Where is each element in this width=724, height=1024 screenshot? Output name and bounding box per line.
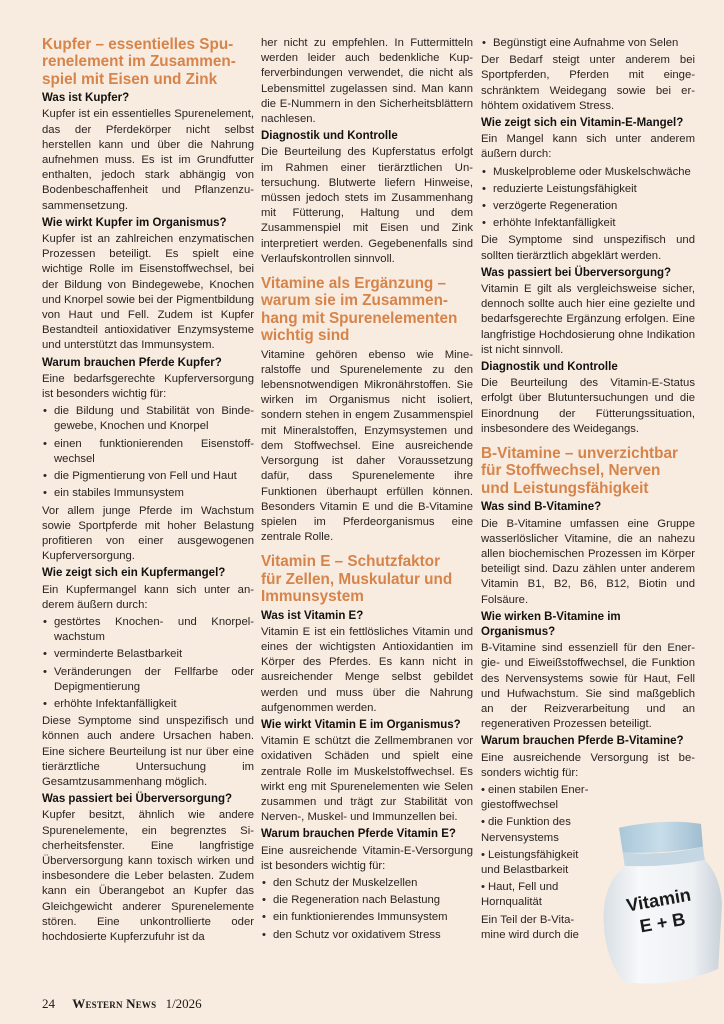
paragraph: her nicht zu empfehlen. In Futtermitteln werden leider auch bedenkliche Kupferverbindungen verwendet, die nicht als Lebensmittel zugelassen sind. Man kann die E-Nummern in den Sicherheitsblättern nachlesen. [261,37,473,126]
list-item [261,876,473,891]
paragraph: Kupfer ist ein essentielles Spurenelement, das der Pferdekörper nicht selbst herstellen kann und über die Nahrung aufnehmen muss. Es ist im Grundfutter enthalten, jedoch stark abhängig von Bodenbeschaffenheit und Pflanzenzusammensetzung. [42,108,254,212]
heading-line: spiel mit Eisen und Zink [42,70,218,88]
narrow-text-block [481,783,593,943]
heading-line: hang mit Spurenelementen [261,309,458,327]
bullet-icon: • [43,697,47,710]
list-item [42,404,254,434]
column-2 [261,36,473,945]
heading-line: renelement im Zusammen- [42,53,236,71]
list-item [481,165,695,180]
bullet-icon: • [43,615,47,628]
subheading: Wie wirkt Kupfer im Organismus? [42,216,227,229]
subheading: Wie zeigt sich ein Kupfermangel? [42,567,226,580]
list-item-text: einen funktionierenden Eisenstoffwechsel [54,437,254,465]
list-item [42,486,254,501]
bullet-icon: • [481,783,485,796]
list-item-text: die Pigmentierung von Fell und Haut [54,470,237,483]
list-item [481,815,593,845]
list-item [42,469,254,484]
bullet-list [481,165,695,232]
list-item [481,783,593,813]
list-item [261,893,473,908]
paragraph: Die Beurteilung des Kupferstatus erfolgt im Rahmen einer tierärztlichen Untersuchung. Blutwerte liefern Hinweise, müssen jedoch stets im Zusammenhang mit Fütterung, Haltung und dem Zusammenspiel mit Eisen und Zink interpretiert werden. Gegebenenfalls sind Verlaufskontrollen sinnvoll. [261,146,473,265]
bullet-icon: • [43,648,47,661]
subheading: Was ist Vitamin E? [261,609,364,622]
magazine-name: Western News [72,996,157,1011]
paragraph: Ein Kupfermangel kann sich unter anderem äußern durch: [42,583,254,611]
bullet-icon: • [262,911,266,924]
list-item [42,647,254,662]
page-footer [42,996,202,1012]
list-item [42,437,254,467]
list-item-text: Leistungsfähigkeit und Belastbarkeit [481,848,579,876]
paragraph: Vitamin E gilt als vergleichsweise sicher, dennoch sollte auch hier eine gezielte und bedarfsgerechte Ergänzung erfolgen. Eine langfristige Hochdosierung ohne Indikation ist nicht sinnvoll. [481,283,695,356]
list-item-text: Veränderungen der Fellfarbe oder Depigmentierung [54,665,254,693]
bullet-icon: • [481,816,485,829]
list-item-text: den Schutz der Muskelzellen [273,876,418,889]
subheading: Diagnostik und Kontrolle [481,361,618,374]
heading-vitamin-e [261,553,473,605]
list-item [42,615,254,645]
list-item-text: die Bildung und Stabilität von Bindegewebe, Knochen und Knorpel [54,405,254,433]
heading-b-vitamine [481,445,695,497]
paragraph: Die Symptome sind unspezifisch und sollten tierärztlich abgeklärt werden. [481,234,695,262]
subheading: Wie wirkt Vitamin E im Organismus? [261,718,461,731]
heading-line: Kupfer – essentielles Spu- [42,36,234,53]
list-item [481,216,695,231]
paragraph: Kupfer ist an zahlreichen enzymatischen Prozessen beteiligt. Es spielt eine wichtige Rolle im Eisenstoffwechsel, bei der Bildung von Bindegewebe, Knochen und Knorpel sowie bei der Pigmentbildung von Haut und Fell. Zudem ist Kupfer Bestandteil antioxidativer Enzymsysteme und unterstützt das Immunsystem. [42,233,254,352]
column-3 [481,36,695,945]
paragraph: Vitamin E ist ein fettlösliches Vitamin und eines der wichtigsten Antioxidantien im Körper des Pferdes. Es kann nicht in ausreichender Menge selbst gebildet werden und muss über die Nahrung aufgenommen werden. [261,625,473,714]
paragraph: Die Beurteilung des Vitamin-E-Status erfolgt über Blutuntersuchungen und die Einordnung der Fütterungssituation, insbesondere des Weidegangs. [481,377,695,435]
heading-line: warum sie im Zusammen- [261,292,449,310]
subheading: Was passiert bei Überversorgung? [481,266,672,279]
heading-line: für Zellen, Muskulatur und [261,570,453,588]
heading-line: für Stoffwechsel, Nerven [481,462,661,480]
column-1 [42,36,254,947]
paragraph: Der Bedarf steigt unter anderem bei Sportpferden, Pferden mit eingeschränktem Weidegang sowie bei erhöhtem oxidativem Stress. [481,54,695,112]
bullet-list [261,876,473,943]
subheading: Was ist Kupfer? [42,92,130,105]
bullet-icon: • [262,894,266,907]
list-item-text: erhöhte Infektanfälligkeit [54,697,177,710]
bullet-icon: • [262,928,266,941]
vitamin-bottle-image [598,818,722,995]
paragraph: Ein Teil der B-Vitamine wird durch die [481,913,579,941]
paragraph: Vitamin E schützt die Zellmembranen vor oxidativen Schäden und spielt eine zentrale Rolle im Muskelstoffwechsel. Es wirkt eng mit Spurenelementen wie Selen zusammen und trägt zur Stabilität von Nerven-, Muskel- und Immunzellen bei. [261,735,473,824]
paragraph: Diese Symptome sind unspezifisch und können auch andere Ursachen haben. Eine sichere Beurteilung ist nur über eine tierärztliche Untersuchung im Gesamtzusammenhang möglich. [42,715,254,788]
heading-line: B-Vitamine – unverzichtbar [481,445,678,463]
list-item-text: Muskelprobleme oder Muskelschwäche [493,165,691,178]
paragraph: Eine ausreichende Versorgung ist besonders wichtig für: [481,751,695,779]
list-item [481,36,695,51]
subheading: Wie zeigt sich ein Vitamin-E-Mangel? [481,117,684,130]
list-item-text: erhöhte Infektanfälligkeit [493,217,616,230]
bullet-icon: • [481,881,485,894]
list-item-text: reduzierte Leistungsfähigkeit [493,182,637,195]
bullet-icon: • [43,487,47,500]
heading-line: Immunsystem [261,588,364,606]
heading-vitamine-ergaenzung [261,275,473,345]
bullet-icon: • [43,437,47,450]
list-item-text: Begünstigt eine Aufnahme von Selen [493,37,679,49]
bottle-cap [619,822,703,853]
subheading: Was passiert bei Überversorgung? [42,793,233,806]
heading-line: Vitamin E – Schutzfaktor [261,553,441,571]
list-item [481,880,593,910]
list-item [481,182,695,197]
paragraph: Eine ausreichende Vitamin-E-Versorgung ist besonders wichtig für: [261,844,473,872]
list-item [261,910,473,925]
list-item-text: ein funktionierendes Immunsystem [273,911,448,924]
subheading: Diagnostik und Kontrolle [261,130,398,143]
list-item [481,848,593,878]
bullet-icon: • [43,665,47,678]
bullet-icon: • [482,182,486,195]
list-item-text: einen stabilen Energiestoffwechsel [481,783,589,812]
bullet-icon: • [482,165,486,178]
bullet-icon: • [43,470,47,483]
heading-line: Vitamine als Ergänzung – [261,275,447,293]
list-item-text: die Regeneration nach Belastung [273,894,441,907]
list-item [42,665,254,695]
list-item [42,697,254,712]
paragraph: B-Vitamine sind essenziell für den Energie- und Eiweißstoffwechsel, die Funktion des Nervensystems sowie für Haut, Fell und Hufwachstum. Sie sind maßgeblich an der Reizverarbeitung und an regenerativen Prozessen beteiligt. [481,642,695,731]
list-item-text: den Schutz vor oxidativem Stress [273,928,441,941]
paragraph: Kupfer besitzt, ähnlich wie andere Spurenelemente, ein begrenztes Sicherheitsfenster. Eine langfristige Überversorgung kann toxisch wirken und insbesondere die Leber belasten. Zudem kann ein Überangebot an Kupfer das Gleichgewicht anderer Spurenelemente stören. Eine unkontrollierte oder hochdosierte Kupferzufuhr ist da [42,809,254,943]
paragraph: Vitamine gehören ebenso wie Mineralstoffe und Spurenelemente zu den lebensnotwendigen Mikronährstoffen. Sie wirken im Organismus nicht isoliert, sondern stehen in engem Zusammenspiel mit Mineralstoffen, Enzymsystemen und dem Stoffwechsel. Eine ausreichende Versorgung ist daher Voraussetzung dafür, dass Spurenelemente ihre Funktionen überhaupt erfüllen können. Besonders Vitamin E und die B-Vitamine spielen im Pferdeorganismus eine zentrale Rolle. [261,348,473,544]
subheading: Warum brauchen Pferde Kupfer? [42,356,222,369]
paragraph: Vor allem junge Pferde im Wachstum sowie Sportpferde mit hoher Belastung profitieren von einer ausgewogenen Kupferversorgung. [42,504,254,563]
heading-line: und Leistungsfähigkeit [481,479,649,497]
heading-line: wichtig sind [261,327,350,345]
page-number: 24 [42,996,55,1011]
list-item-text: verminderte Belastbarkeit [54,648,183,661]
paragraph: Die B-Vitamine umfassen eine Gruppe wasserlöslicher Vitamine, die an nahezu allen biochemischen Prozessen im Körper beteiligt sind. Dazu zählen unter anderem Vitamin B1, B2, B6, B12, Biotin und Folsäure. [481,517,695,606]
bullet-icon: • [482,217,486,230]
paragraph: Eine bedarfsgerechte Kupferversorgung ist besonders wichtig für: [42,372,254,401]
bullet-list [481,36,695,51]
list-item-text: gestörtes Knochen- und Knorpelwachstum [54,615,254,644]
list-item-text: die Funktion des Nervensystems [481,816,571,844]
bullet-icon: • [43,405,47,418]
list-item-text: verzögerte Regeneration [493,200,618,213]
list-item [261,928,473,943]
bottle-icon [598,818,722,990]
bullet-list [481,783,593,911]
bottle-label-line1: Vitamin [624,884,693,916]
bullet-icon: • [482,37,486,49]
bullet-icon: • [481,848,485,861]
list-item-text: ein stabiles Immunsystem [54,487,184,500]
bullet-list [42,404,254,501]
bullet-icon: • [482,200,486,213]
heading-kupfer [42,36,254,88]
list-item-text: Haut, Fell und Hornqualität [481,881,559,909]
bullet-icon: • [262,876,266,889]
list-item [481,199,695,214]
subheading: Warum brauchen Pferde Vitamin E? [261,828,456,841]
bottle-label-line2: E + B [638,908,687,937]
issue-number: 1/2026 [165,996,202,1011]
bullet-list [42,615,254,712]
subheading: Was sind B-Vitamine? [481,501,602,514]
paragraph: Ein Mangel kann sich unter anderem äußern durch: [481,133,695,161]
subheading: Wie wirken B-Vitamine im Organismus? [481,610,621,638]
subheading: Warum brauchen Pferde B-Vitamine? [481,735,684,748]
